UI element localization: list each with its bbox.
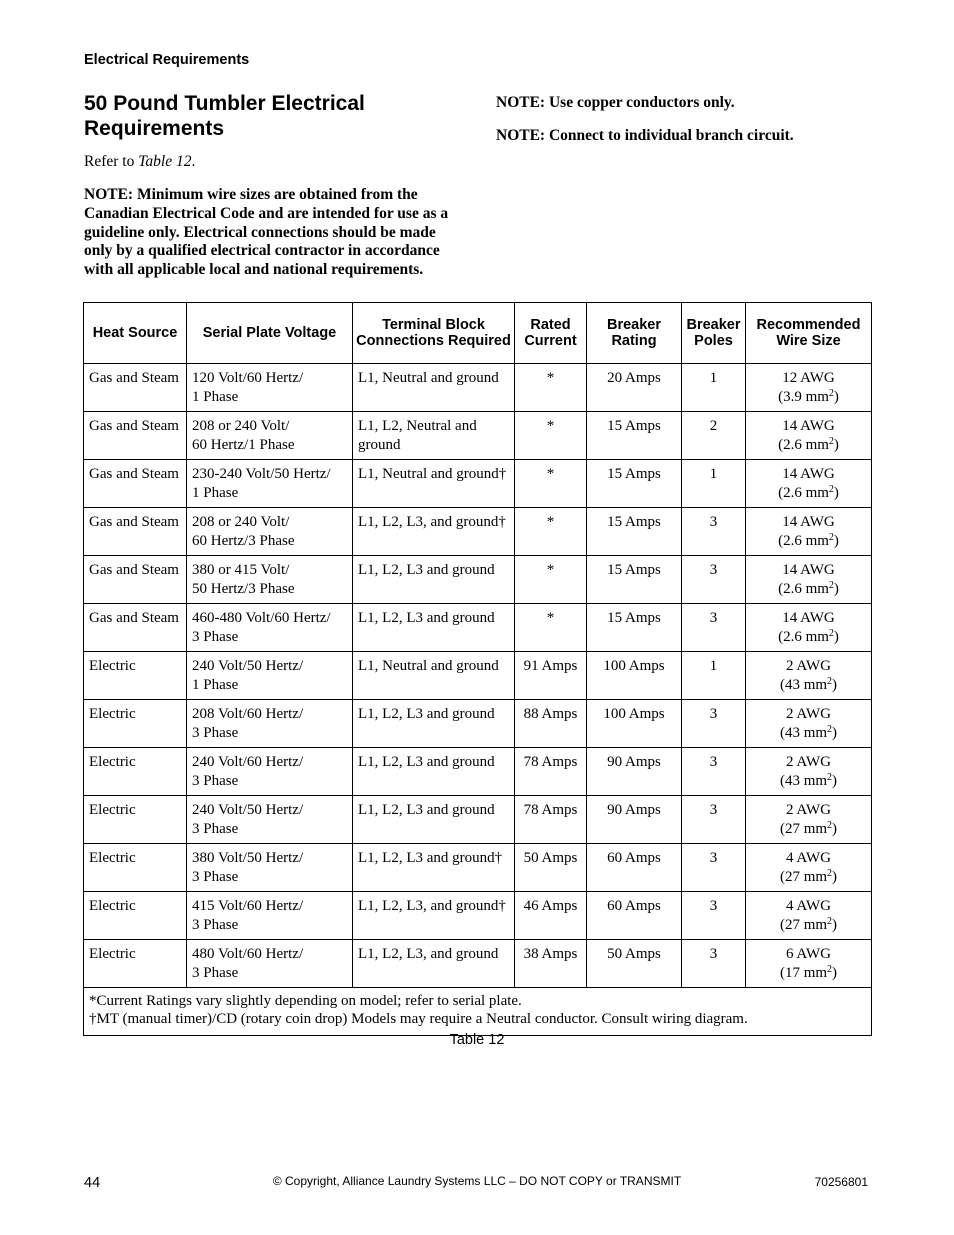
phase-line: 60 Hertz/1 Phase [192,436,295,453]
cell-heat-source: Electric [84,652,187,700]
cell-heat-source: Electric [84,748,187,796]
wire-mm [751,724,866,743]
wire-awg: 2 AWG [785,658,832,674]
cell-rated-current: * [515,604,587,652]
cell-breaker-poles: 3 [682,748,746,796]
wire-mm-superscript: 2 [828,579,834,591]
phase-line: 1 Phase [192,676,239,693]
cell-wire-size [746,412,872,460]
voltage-line: 208 or 240 Volt/ [192,418,290,434]
cell-wire-size [746,364,872,412]
table-row [84,508,872,556]
col-header-breaker-rating: Breaker Rating [587,303,682,364]
refer-prefix: Refer to [84,153,139,170]
cell-breaker-rating: 60 Amps [587,844,682,892]
col-header-rated-current: Rated Current [515,303,587,364]
wire-mm-value: (43 mm [779,676,828,693]
voltage-line: 240 Volt/50 Hertz/ [192,658,304,674]
voltage-line: 380 or 415 Volt/ [192,562,290,578]
electrical-requirements-table [83,302,872,1036]
cell-wire-size [746,892,872,940]
wire-awg: 14 AWG [782,418,835,434]
table-row [84,844,872,892]
table-body [84,364,872,988]
cell-rated-current: 91 Amps [515,652,587,700]
table-row [84,748,872,796]
voltage-line: 120 Volt/60 Hertz/ [192,370,304,386]
cell-rated-current: * [515,556,587,604]
cell-breaker-rating: 60 Amps [587,892,682,940]
cell-heat-source: Electric [84,844,187,892]
cell-wire-size [746,700,872,748]
cell-heat-source: Gas and Steam [84,508,187,556]
cell-terminal-block: L1, L2, L3 and ground† [353,844,515,892]
page-number: 44 [84,1175,101,1191]
wire-mm-close: ) [832,724,838,741]
cell-wire-size [746,556,872,604]
col-header-serial-plate-voltage: Serial Plate Voltage [187,303,353,364]
wire-mm-value: (2.6 mm [778,580,829,597]
wire-mm-superscript: 2 [828,483,834,495]
cell-rated-current: * [515,364,587,412]
cell-serial-plate-voltage [187,460,353,508]
cell-heat-source: Gas and Steam [84,460,187,508]
cell-breaker-rating: 15 Amps [587,460,682,508]
cell-terminal-block: L1, Neutral and ground [353,364,515,412]
voltage-line: 380 Volt/50 Hertz/ [192,850,304,866]
wire-mm-close: ) [833,532,839,549]
cell-rated-current: 78 Amps [515,796,587,844]
wire-mm [751,628,866,647]
wire-awg: 2 AWG [785,802,832,818]
phase-line: 60 Hertz/3 Phase [192,532,295,549]
cell-wire-size [746,748,872,796]
cell-terminal-block: L1, L2, L3, and ground† [353,892,515,940]
cell-terminal-block: L1, L2, L3 and ground [353,604,515,652]
cell-breaker-poles: 1 [682,460,746,508]
wire-mm-value: (43 mm [779,772,828,789]
cell-terminal-block: L1, L2, L3 and ground [353,700,515,748]
wire-mm-close: ) [833,580,839,597]
wire-awg: 12 AWG [782,370,835,386]
wire-mm [751,532,866,551]
wire-mm [751,916,866,935]
cell-terminal-block: L1, L2, L3, and ground† [353,508,515,556]
cell-serial-plate-voltage [187,364,353,412]
wire-mm-value: (2.6 mm [778,532,829,549]
cell-serial-plate-voltage [187,844,353,892]
wire-mm [751,964,866,983]
wire-size-note: NOTE: Minimum wire sizes are obtained from the Canadian Electrical Code and are intended for use as a guideline only. Electrical connections should be made only by a qualified electrical contractor in accordance with all applicable local and national requirements. [84,186,449,279]
phase-line: 3 Phase [192,868,239,885]
cell-breaker-poles: 3 [682,604,746,652]
voltage-line: 208 or 240 Volt/ [192,514,290,530]
section-header: Electrical Requirements [84,52,250,68]
cell-terminal-block: L1, L2, L3 and ground [353,556,515,604]
cell-serial-plate-voltage [187,652,353,700]
wire-mm-superscript: 2 [828,387,834,399]
cell-breaker-rating: 15 Amps [587,604,682,652]
cell-wire-size [746,508,872,556]
wire-mm-superscript: 2 [828,531,834,543]
cell-serial-plate-voltage [187,508,353,556]
phase-line: 3 Phase [192,772,239,789]
wire-mm-value: (27 mm [779,916,828,933]
cell-serial-plate-voltage [187,796,353,844]
cell-wire-size [746,604,872,652]
wire-mm-value: (17 mm [779,964,828,981]
table-header-row [84,303,872,364]
cell-rated-current: 46 Amps [515,892,587,940]
cell-rated-current: 88 Amps [515,700,587,748]
cell-terminal-block: L1, L2, L3 and ground [353,796,515,844]
cell-wire-size [746,652,872,700]
wire-awg: 4 AWG [785,898,832,914]
cell-breaker-poles: 3 [682,796,746,844]
cell-serial-plate-voltage [187,556,353,604]
table-row [84,604,872,652]
wire-mm [751,820,866,839]
cell-terminal-block: L1, L2, Neutral and ground [353,412,515,460]
cell-heat-source: Electric [84,700,187,748]
cell-serial-plate-voltage [187,748,353,796]
cell-breaker-rating: 100 Amps [587,700,682,748]
wire-mm-close: ) [833,388,839,405]
cell-terminal-block: L1, Neutral and ground [353,652,515,700]
phase-line: 1 Phase [192,484,239,501]
copper-conductors-note: NOTE: Use copper conductors only. [496,94,735,111]
cell-wire-size [746,460,872,508]
refer-suffix: . [191,153,196,170]
wire-awg: 2 AWG [785,754,832,770]
branch-circuit-note: NOTE: Connect to individual branch circuit. [496,127,794,144]
cell-breaker-rating: 15 Amps [587,508,682,556]
table-footnotes [84,988,872,1036]
wire-awg: 14 AWG [782,466,835,482]
cell-breaker-rating: 15 Amps [587,556,682,604]
wire-mm-close: ) [832,676,838,693]
col-header-wire-size: Recommended Wire Size [746,303,872,364]
cell-heat-source: Gas and Steam [84,412,187,460]
voltage-line: 480 Volt/60 Hertz/ [192,946,304,962]
wire-mm-superscript: 2 [827,723,833,735]
cell-rated-current: * [515,460,587,508]
wire-mm-close: ) [833,628,839,645]
cell-breaker-rating: 20 Amps [587,364,682,412]
wire-mm-superscript: 2 [827,867,833,879]
wire-mm-superscript: 2 [827,819,833,831]
cell-serial-plate-voltage [187,700,353,748]
cell-rated-current: 50 Amps [515,844,587,892]
wire-mm-close: ) [832,916,838,933]
wire-awg: 14 AWG [782,610,835,626]
cell-breaker-rating: 90 Amps [587,748,682,796]
wire-mm-close: ) [832,820,838,837]
cell-serial-plate-voltage [187,412,353,460]
cell-breaker-rating: 50 Amps [587,940,682,988]
cell-serial-plate-voltage [187,604,353,652]
cell-breaker-poles: 3 [682,844,746,892]
wire-awg: 6 AWG [785,946,832,962]
wire-mm [751,436,866,455]
cell-rated-current: * [515,412,587,460]
cell-breaker-rating: 90 Amps [587,796,682,844]
document-number: 70256801 [814,1175,868,1189]
wire-mm-close: ) [832,868,838,885]
cell-rated-current: 38 Amps [515,940,587,988]
table-row [84,556,872,604]
voltage-line: 460-480 Volt/60 Hertz/ [192,610,331,626]
phase-line: 3 Phase [192,820,239,837]
voltage-line: 240 Volt/60 Hertz/ [192,754,304,770]
cell-heat-source: Gas and Steam [84,556,187,604]
wire-awg: 2 AWG [785,706,832,722]
wire-mm-value: (2.6 mm [778,628,829,645]
wire-mm-value: (27 mm [779,820,828,837]
wire-mm [751,388,866,407]
cell-heat-source: Electric [84,892,187,940]
voltage-line: 208 Volt/60 Hertz/ [192,706,304,722]
cell-heat-source: Gas and Steam [84,604,187,652]
wire-awg: 14 AWG [782,562,835,578]
cell-breaker-poles: 1 [682,364,746,412]
table-footnote-row [84,988,872,1036]
table-reference: Table 12 [138,153,192,170]
wire-mm-value: (27 mm [779,868,828,885]
col-header-heat-source: Heat Source [84,303,187,364]
cell-terminal-block: L1, L2, L3 and ground [353,748,515,796]
wire-mm-superscript: 2 [827,963,833,975]
phase-line: 50 Hertz/3 Phase [192,580,295,597]
wire-mm-value: (3.9 mm [778,388,829,405]
table-row [84,652,872,700]
wire-mm-value: (2.6 mm [778,484,829,501]
cell-wire-size [746,940,872,988]
cell-breaker-poles: 3 [682,700,746,748]
cell-breaker-poles: 3 [682,940,746,988]
cell-breaker-poles: 3 [682,556,746,604]
phase-line: 3 Phase [192,724,239,741]
cell-terminal-block: L1, L2, L3, and ground [353,940,515,988]
cell-rated-current: 78 Amps [515,748,587,796]
voltage-line: 240 Volt/50 Hertz/ [192,802,304,818]
cell-wire-size [746,844,872,892]
cell-heat-source: Gas and Steam [84,364,187,412]
wire-mm-superscript: 2 [827,771,833,783]
voltage-line: 415 Volt/60 Hertz/ [192,898,304,914]
table-row [84,796,872,844]
table-row [84,364,872,412]
cell-breaker-poles: 1 [682,652,746,700]
cell-serial-plate-voltage [187,892,353,940]
table-row [84,700,872,748]
table-row [84,460,872,508]
col-header-breaker-poles: Breaker Poles [682,303,746,364]
phase-line: 3 Phase [192,916,239,933]
wire-mm [751,484,866,503]
cell-breaker-poles: 3 [682,508,746,556]
wire-mm [751,580,866,599]
cell-breaker-rating: 15 Amps [587,412,682,460]
wire-mm [751,676,866,695]
wire-awg: 4 AWG [785,850,832,866]
table-row [84,892,872,940]
wire-mm-superscript: 2 [827,675,833,687]
wire-mm [751,772,866,791]
footnote-current-ratings: *Current Ratings vary slightly depending on model; refer to serial plate. [89,993,522,1009]
wire-mm-close: ) [832,964,838,981]
cell-terminal-block: L1, Neutral and ground† [353,460,515,508]
table-row [84,940,872,988]
table-row [84,412,872,460]
wire-mm-close: ) [833,436,839,453]
wire-mm-superscript: 2 [828,435,834,447]
phase-line: 1 Phase [192,388,239,405]
table-caption: Table 12 [449,1032,505,1048]
phase-line: 3 Phase [192,628,239,645]
wire-mm [751,868,866,887]
page-title: 50 Pound Tumbler Electrical Requirements [84,92,365,140]
footnote-neutral-conductor: †MT (manual timer)/CD (rotary coin drop) Models may require a Neutral conductor. Consult wiring diagram. [89,1011,748,1027]
col-header-terminal-block: Terminal Block Connections Required [353,303,515,364]
cell-heat-source: Electric [84,940,187,988]
wire-mm-close: ) [832,772,838,789]
refer-text [84,153,195,171]
cell-heat-source: Electric [84,796,187,844]
cell-breaker-poles: 3 [682,892,746,940]
wire-mm-close: ) [833,484,839,501]
copyright-notice: © Copyright, Alliance Laundry Systems LLC – DO NOT COPY or TRANSMIT [272,1174,682,1188]
wire-awg: 14 AWG [782,514,835,530]
wire-mm-superscript: 2 [828,627,834,639]
wire-mm-value: (2.6 mm [778,436,829,453]
cell-breaker-rating: 100 Amps [587,652,682,700]
wire-mm-superscript: 2 [827,915,833,927]
phase-line: 3 Phase [192,964,239,981]
wire-mm-value: (43 mm [779,724,828,741]
voltage-line: 230-240 Volt/50 Hertz/ [192,466,331,482]
cell-wire-size [746,796,872,844]
cell-breaker-poles: 2 [682,412,746,460]
cell-rated-current: * [515,508,587,556]
cell-serial-plate-voltage [187,940,353,988]
